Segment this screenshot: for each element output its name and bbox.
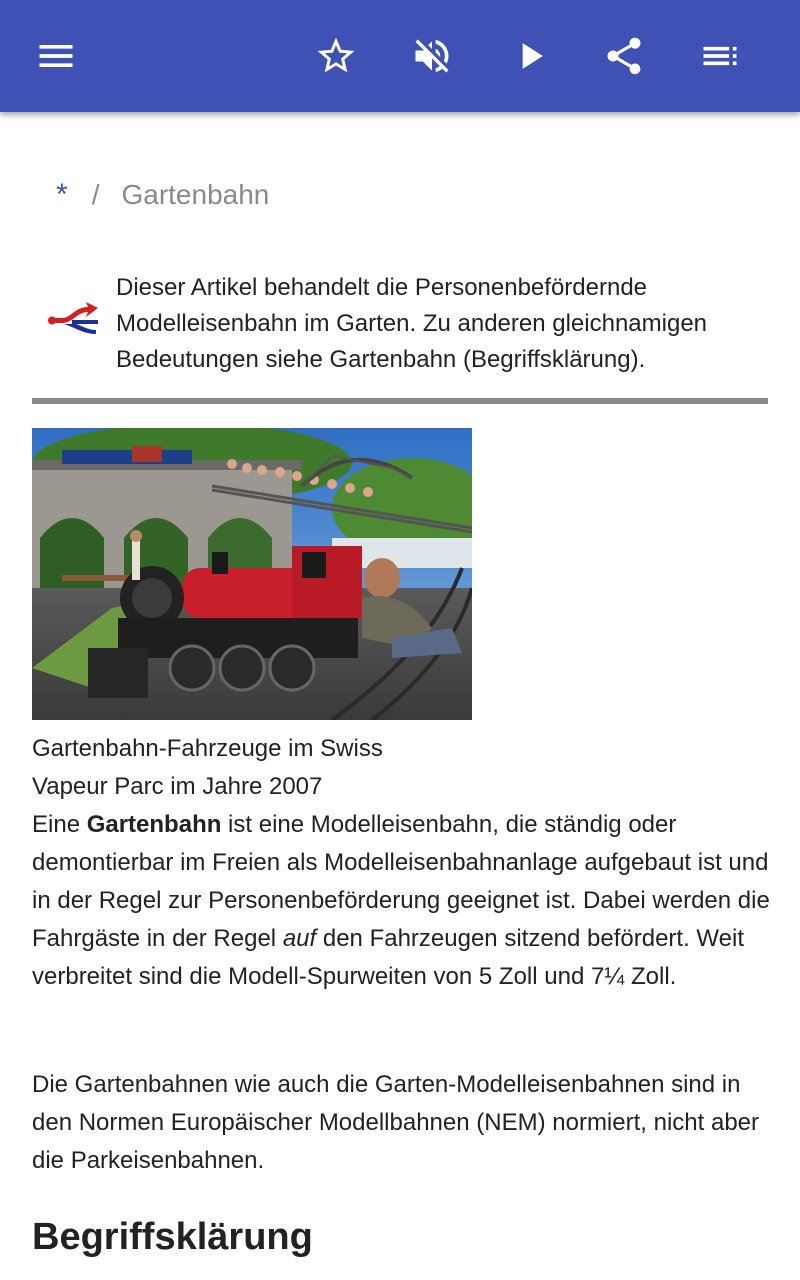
paragraph-1-emphasis: auf [282, 925, 317, 952]
mute-button[interactable] [400, 24, 464, 88]
volume-off-icon [410, 34, 454, 78]
article-image[interactable] [32, 428, 472, 720]
app-bar [0, 0, 800, 112]
paragraph-1-text-c: den Fahrzeugen sitzend befördert. Weit verbreitet sind die Modell-Spurweiten von 5 Zoll und 7¼ Zoll. [32, 925, 744, 990]
bookmark-button[interactable] [304, 24, 368, 88]
breadcrumb [56, 178, 269, 212]
hatnote [32, 270, 768, 378]
menu-icon [34, 34, 78, 78]
image-caption: Gartenbahn-Fahrzeuge im Swiss Vapeur Parc im Jahre 2007 [32, 735, 383, 800]
table-of-contents-button[interactable] [688, 24, 752, 88]
garden-railway-photo [32, 428, 472, 720]
play-icon [508, 34, 552, 78]
article-paragraph-2: Die Gartenbahnen wie auch die Garten-Modelleisenbahnen sind in den Normen Europäischer Modellbahnen (NEM) normiert, nicht aber die Parkeisenbahnen. [32, 1071, 760, 1174]
share-button[interactable] [592, 24, 656, 88]
breadcrumb-root-link[interactable]: * [56, 178, 68, 211]
disambiguation-icon [46, 298, 102, 342]
star-outline-icon [314, 34, 358, 78]
toc-list-icon [698, 34, 742, 78]
share-icon [602, 34, 646, 78]
play-button[interactable] [498, 24, 562, 88]
hatnote-divider [32, 398, 768, 404]
paragraph-1-text-a: Eine [32, 811, 87, 838]
menu-button[interactable] [24, 24, 88, 88]
paragraph-1-text-b: ist eine Modelleisenbahn, die ständig oder demontierbar im Freien als Modelleisenbahnanlage aufgebaut ist und in der Regel zur Personenbeförderung geeignet ist. Dabei werden die Fahrgäste in der Regel [32, 811, 770, 952]
breadcrumb-current: Gartenbahn [121, 179, 270, 210]
hatnote-text: Dieser Artikel behandelt die Personenbefördernde Modelleisenbahn im Garten. Zu anderen gleichnamigen Bedeutungen siehe Gartenbahn (Begriffsklärung). [116, 274, 708, 373]
breadcrumb-separator: / [91, 179, 100, 210]
article-paragraph-1 [32, 806, 772, 996]
paragraph-1-term-bold: Gartenbahn [86, 811, 222, 838]
section-heading: Begriffsklärung [32, 1216, 313, 1258]
